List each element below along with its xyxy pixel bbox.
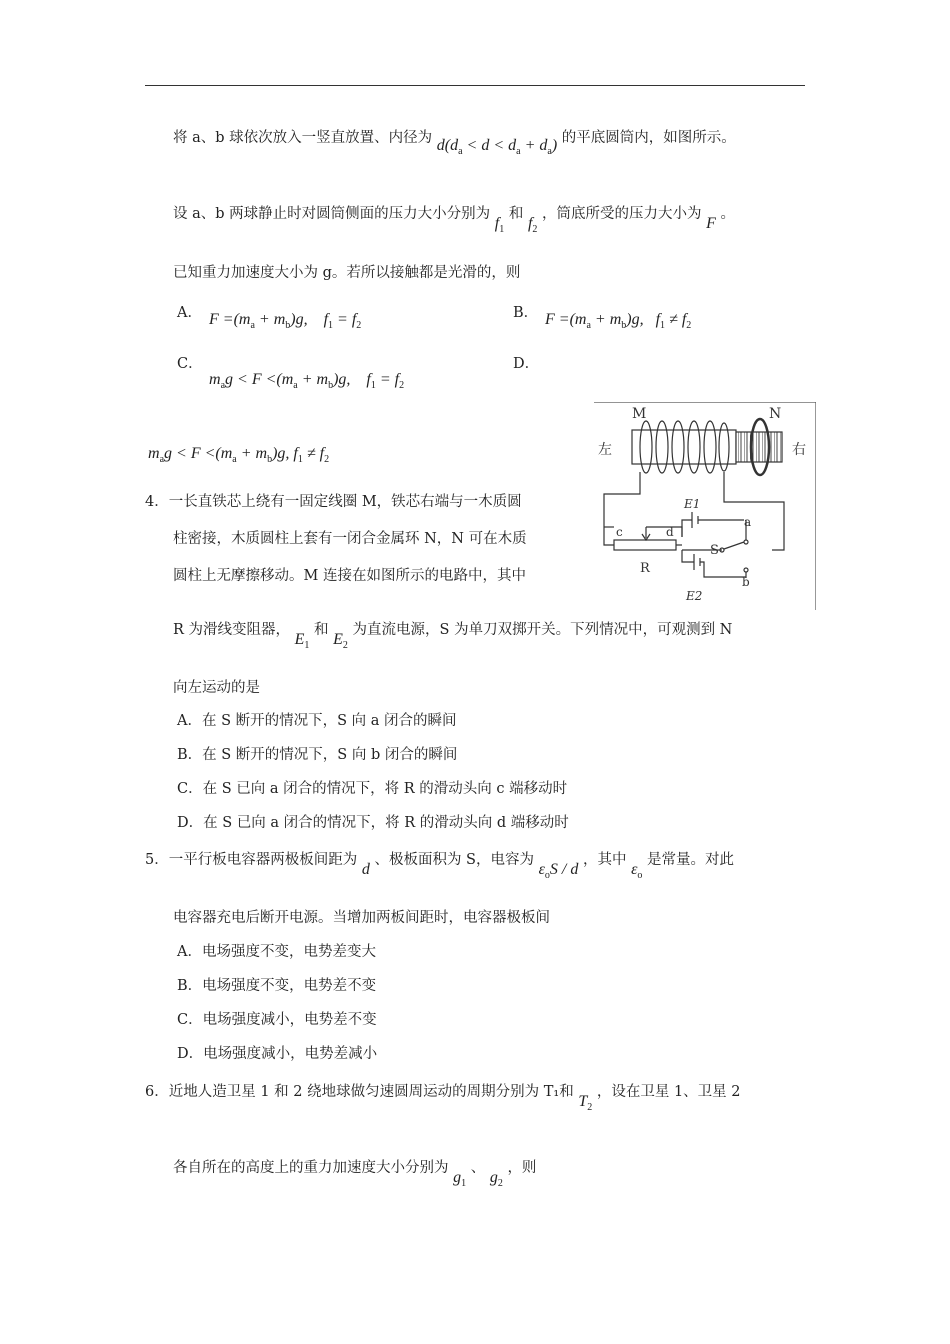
q3-option-b-label: B． <box>513 305 539 321</box>
q5-line2: 电容器充电后断开电源。当增加两板间距时，电容器极板间 <box>173 910 550 926</box>
q4-option-b: B．在 S 断开的情况下，S 向 b 闭合的瞬间 <box>177 747 458 763</box>
q4-line5: 向左运动的是 <box>173 680 260 696</box>
q4-line4: R 为滑线变阻器， $E_1$ 和 $E_2$ 为直流电源，S 为单刀双掷开关。下列情况中，可观测到 N <box>173 622 733 652</box>
q4-e2: $E_2$ <box>333 631 348 652</box>
q3-option-d-label: D． <box>513 356 540 372</box>
q3-line2: 设 a、b 两球静止时对圆筒侧面的压力大小分别为 $f_1$ 和 $f_2$ ，筒底所受的压力大小为 F 。 <box>173 206 735 236</box>
label-m: M <box>632 406 647 422</box>
q4-line3: 圆柱上无摩擦移动。M 连接在如图所示的电路中，其中 <box>173 568 526 584</box>
q3-line1: 将 a、b 球依次放入一竖直放置、内径为 $d(d_a < d < d_a + d_a)$ 的平底圆筒内，如图所示。 <box>173 130 736 158</box>
q4-option-a: A．在 S 断开的情况下，S 向 a 闭合的瞬间 <box>177 713 457 729</box>
header-rule <box>145 85 805 86</box>
q6-line1: 6．近地人造卫星 1 和 2 绕地球做匀速圆周运动的周期分别为 T₁和 $T_2$ ，设在卫星 1、卫星 2 <box>145 1084 741 1114</box>
q3-f1: $f_1$ <box>494 215 505 236</box>
q4-option-c: C．在 S 已向 a 闭合的情况下，将 R 的滑动头向 c 端移动时 <box>177 781 568 797</box>
wooden-cylinder <box>736 432 782 462</box>
q6-t2: $T_2$ <box>578 1093 593 1114</box>
q3-f2: $f_2$ <box>527 215 538 236</box>
label-b: b <box>742 575 750 589</box>
q5-option-c: C．电场强度减小，电势差不变 <box>177 1012 377 1028</box>
q5-line1: 5．一平行板电容器两极板间距为 d 、极板面积为 S，电容为 $\varepsilon_oS$ / d ，其中 $\varepsilon_o$ 是常量。对此 <box>145 852 735 882</box>
label-c: c <box>616 525 623 539</box>
q5-capacitance: $\varepsilon_oS$ / d <box>538 861 579 882</box>
label-right: 右 <box>792 442 806 458</box>
q6-g1: $g_1$ <box>453 1169 467 1190</box>
q4-e1: $E_1$ <box>294 631 310 652</box>
label-d: d <box>666 525 674 539</box>
label-e1: E1 <box>684 497 701 511</box>
q5-option-d: D．电场强度减小，电势差减小 <box>177 1046 378 1062</box>
q3-option-a-math: $F =(m_a + m_b)g$, $f_1 = f_2$ <box>209 311 362 332</box>
q3-line3: 已知重力加速度大小为 g。若所以接触都是光滑的，则 <box>173 265 521 281</box>
q4-line1: 4．一长直铁芯上绕有一固定线圈 M，铁芯右端与一木质圆 <box>145 494 522 510</box>
q3-F: F <box>706 215 716 232</box>
q6-g2: $g_2$ <box>489 1169 503 1190</box>
q3-option-b-math: $F =(m_a + m_b)g$, $f_1 \ne f_2$ <box>545 311 692 332</box>
q5-epsilon: $\varepsilon_o$ <box>631 861 643 882</box>
q3-option-c-math: $m_ag < F <(m_a + m_b)g$, $f_1 = f_2$ <box>209 371 405 392</box>
label-n: N <box>769 406 782 422</box>
label-a: a <box>744 515 752 529</box>
q5-d: d <box>361 861 370 878</box>
q5-option-b: B．电场强度不变，电势差不变 <box>177 978 377 994</box>
q3-option-d-math: $m_ag < F <(m_a + m_b)g$, $f_1 \ne f_2$ <box>148 445 330 466</box>
label-r: R <box>640 561 650 576</box>
coil-m <box>640 421 729 473</box>
label-s: S <box>710 543 719 558</box>
q3-inner-diameter-math: $d(d_a < d < d_a + d_a)$ <box>436 137 558 158</box>
label-e2: E2 <box>686 589 703 603</box>
label-left: 左 <box>598 442 612 458</box>
q3-option-c-label: C． <box>177 356 203 372</box>
q5-option-a: A．电场强度不变，电势差变大 <box>177 944 376 960</box>
solenoid-circuit-figure <box>594 402 816 610</box>
q6-line2: 各自所在的高度上的重力加速度大小分别为 $g_1$ 、 $g_2$ ，则 <box>173 1160 537 1190</box>
q4-line2: 柱密接，木质圆柱上套有一闭合金属环 N，N 可在木质 <box>173 531 527 547</box>
q3-option-a-label: A． <box>177 305 202 321</box>
q4-option-d: D．在 S 已向 a 闭合的情况下，将 R 的滑动头向 d 端移动时 <box>177 815 569 831</box>
